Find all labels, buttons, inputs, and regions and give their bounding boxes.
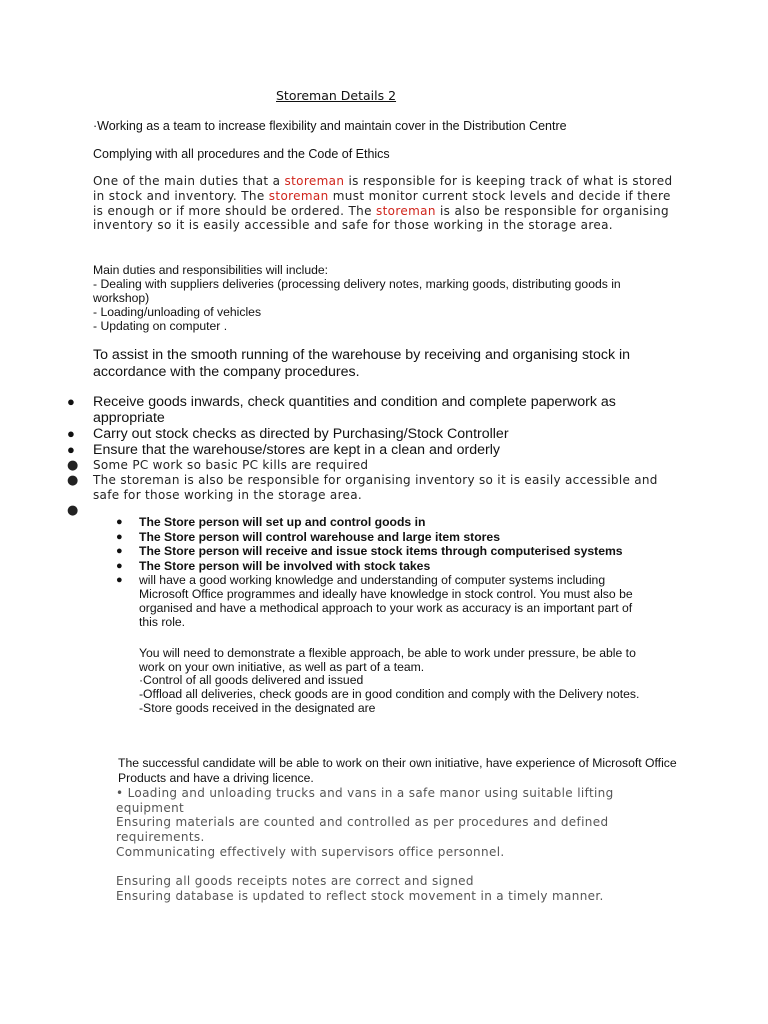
- control-line: ·Control of all goods delivered and issued: [139, 673, 364, 687]
- bullet-icon: ●: [67, 426, 75, 441]
- control-lines: [139, 673, 659, 715]
- list-item: ● Receive goods inwards, check quantities and condition and complete paperwork as appropriate: [67, 394, 616, 426]
- intro-line-compliance: Complying with all procedures and the Code of Ethics: [93, 147, 390, 161]
- bullet-icon: ●: [116, 574, 123, 587]
- duties-heading: Main duties and responsibilities will include:: [93, 263, 329, 277]
- flexibility-paragraph: You will need to demonstrate a flexible approach, be able to work under pressure, be able to work on your own initiative, as well as part of a team.: [139, 646, 636, 674]
- control-line: -Offload all deliveries, check goods are in good condition and comply with the Delivery notes.: [139, 687, 640, 701]
- grey-item-materials: Ensuring materials are counted and controlled as per procedures and defined requirements.: [116, 815, 609, 844]
- bullet-icon: ●: [67, 503, 79, 518]
- closing-paragraph: The successful candidate will be able to work on their own initiative, have experience of Microsoft Office Products and have a driving licence.: [118, 756, 677, 785]
- list-item: ● The Store person will control warehouse and large item stores: [116, 529, 500, 544]
- bullet-icon: ●: [67, 458, 79, 473]
- list-item: ● Ensure that the warehouse/stores are kept in a clean and orderly: [67, 442, 500, 458]
- grey-item-database: Ensuring database is updated to reflect stock movement in a timely manner.: [116, 889, 604, 903]
- list-item: ● will have a good working knowledge and understanding of computer systems including Microsoft Office programmes and ideally have knowledge in stock control. You must also be organised and have a methodical approach to your work as accuracy is an important part of this role.: [116, 573, 633, 630]
- list-item: ● The Store person will receive and issue stock items through computerised systems: [116, 544, 623, 559]
- list-item: ● The Store person will be involved with stock takes: [116, 558, 431, 573]
- list-item: ● Carry out stock checks as directed by Purchasing/Stock Controller: [67, 426, 509, 442]
- bullet-icon: ●: [116, 530, 123, 543]
- document-title: Storeman Details 2: [276, 88, 397, 103]
- bullet-icon: ●: [116, 559, 123, 572]
- list-item: ● The Store person will set up and control goods in: [116, 515, 426, 529]
- grey-item-loading: • Loading and unloading trucks and vans in a safe manor using suitable lifting equipment: [116, 786, 614, 815]
- grey-item-receipts: Ensuring all goods receipts notes are correct and signed: [116, 874, 474, 888]
- keyword-storeman: storeman: [268, 188, 329, 203]
- control-line: -Store goods received in the designated are: [139, 701, 376, 715]
- sub-bullet-list: [113, 515, 653, 629]
- list-item: ● Some PC work so basic PC kills are required: [67, 458, 369, 473]
- bullet-icon: ●: [67, 442, 75, 457]
- keyword-storeman: storeman: [284, 174, 345, 188]
- duties-list: [93, 263, 673, 333]
- intro-line-teamwork: ·Working as a team to increase flexibility and maintain cover in the Distribution Centre: [93, 119, 567, 133]
- main-duties-paragraph: One of the main duties that a storeman is responsible for is keeping track of what is stored in stock and inventory. The storeman must monitor current stock levels and decide if there is enough or if more should be ordered. The storeman is also be responsible for organising inventory so it is easily accessible and safe for those working in the storage area.: [93, 174, 673, 233]
- bullet-icon: ●: [67, 473, 79, 488]
- bullet-icon: ●: [67, 394, 75, 409]
- bullet-icon: ●: [116, 516, 123, 528]
- bullet-icon: ●: [116, 545, 123, 558]
- duty-item: - Updating on computer .: [93, 319, 228, 333]
- keyword-storeman: storeman: [376, 203, 436, 218]
- grey-item-communicating: Communicating effectively with supervisors office personnel.: [116, 845, 505, 859]
- duty-item: - Dealing with suppliers deliveries (processing delivery notes, marking goods, distributing goods in workshop): [93, 277, 621, 305]
- list-item: ● The storeman is also be responsible for organising inventory so it is easily accessible and safe for those working in the storage area.: [67, 473, 658, 502]
- main-bullet-list: [63, 394, 683, 518]
- assist-statement: To assist in the smooth running of the warehouse by receiving and organising stock in accordance with the company procedures.: [93, 347, 631, 380]
- duty-item: - Loading/unloading of vehicles: [93, 305, 262, 319]
